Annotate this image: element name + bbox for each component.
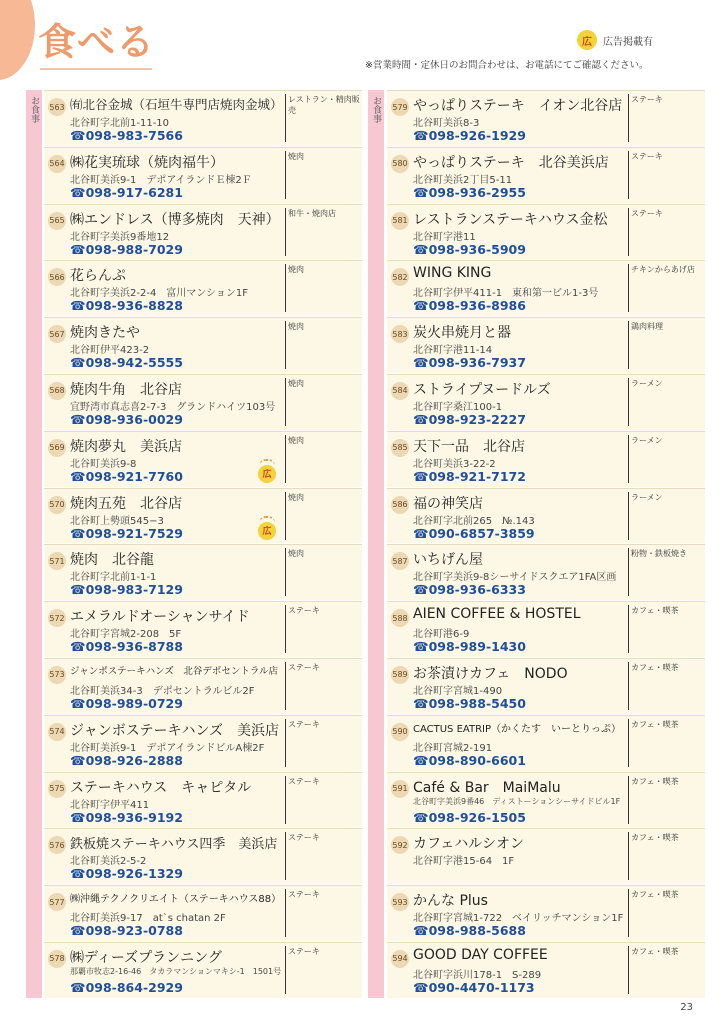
- listing-entry: [44, 828, 362, 885]
- entry-address: 北谷町字伊平411-1 東和第一ビル1-3号: [413, 288, 599, 300]
- entry-number: 579: [391, 98, 409, 116]
- entry-category: カフェ・喫茶: [631, 719, 679, 729]
- listing-entry: [387, 488, 705, 545]
- listing-column-right: [387, 90, 705, 999]
- entry-address: 北谷町美浜9-1 デポアイランドＥ棟2Ｆ: [70, 174, 252, 186]
- entry-phone[interactable]: ☎098-936-8788: [70, 639, 183, 655]
- listing-entry: [44, 715, 362, 772]
- entry-name: Café & Bar MaiMalu: [413, 779, 561, 796]
- entry-divider: [285, 946, 286, 994]
- entry-category: ステーキ: [288, 719, 320, 729]
- corner-decoration: [0, 0, 35, 80]
- entry-divider: [285, 208, 286, 256]
- entry-divider: [628, 435, 629, 483]
- entry-divider: [285, 492, 286, 540]
- entry-address: 北谷町字港15-64 1F: [413, 856, 515, 868]
- entry-category: ステーキ: [631, 95, 663, 104]
- entry-number: 589: [391, 666, 409, 684]
- entry-name: 花らんぷ: [70, 268, 126, 285]
- entry-address: 北谷町美浜3-22-2: [413, 458, 496, 470]
- entry-phone[interactable]: ☎098-988-5450: [413, 695, 526, 711]
- entry-name: AIEN COFFEE & HOSTEL: [413, 606, 581, 623]
- business-hours-notice: ※営業時間・定休日のお問合わせは、お電話にてご確認ください。: [365, 60, 649, 71]
- entry-divider: [285, 719, 286, 767]
- entry-name: 焼肉夢丸 美浜店: [70, 438, 182, 455]
- entry-number: 569: [48, 439, 66, 457]
- entry-divider: [628, 946, 629, 994]
- entry-address: 北谷町美浜2丁目5-11: [413, 174, 513, 186]
- entry-divider: [285, 605, 286, 653]
- entry-phone[interactable]: ☎098-988-5688: [413, 923, 526, 939]
- entry-name: レストランステーキハウス金松: [413, 211, 608, 228]
- entry-name: やっぱりステーキ 北谷美浜店: [413, 154, 609, 171]
- entry-category: ステーキ: [288, 776, 320, 786]
- entry-name: やっぱりステーキ イオン北谷店: [413, 98, 623, 114]
- entry-number: 584: [391, 382, 409, 400]
- entry-address: 北谷町字美浜9番地12: [70, 231, 170, 243]
- entry-phone[interactable]: ☎098-936-5909: [413, 241, 526, 257]
- entry-category: チキンからあげ店: [631, 265, 695, 275]
- entry-number: 594: [391, 950, 409, 968]
- entry-divider: [628, 208, 629, 256]
- page-number: 23: [680, 1002, 693, 1013]
- entry-number: 581: [391, 212, 409, 230]
- entry-phone[interactable]: ☎098-926-1505: [413, 809, 526, 825]
- entry-category: レストラン・精肉販売: [288, 95, 360, 115]
- entry-name: ㈱沖縄テクノクリエイト（ステーキハウス88）: [70, 894, 282, 906]
- entry-number: 572: [48, 609, 66, 627]
- entry-category: ステーキ: [631, 208, 663, 218]
- entry-number: 580: [391, 155, 409, 173]
- entry-address: 北谷町字伊平411: [70, 799, 150, 811]
- category-label-right: お食事: [371, 96, 381, 123]
- entry-phone[interactable]: ☎098-926-2888: [70, 752, 183, 768]
- entry-name: ステーキハウス キャピタル: [70, 779, 252, 796]
- entry-name: 焼肉 北谷龍: [70, 552, 154, 569]
- entry-name: ㈲北谷金城（石垣牛専門店焼肉金城）: [70, 97, 283, 112]
- entry-phone[interactable]: ☎098-936-2955: [413, 184, 526, 200]
- entry-number: 586: [391, 496, 409, 514]
- category-strip-left: [26, 90, 42, 998]
- listing-entry: [387, 90, 705, 147]
- entry-divider: [628, 605, 629, 653]
- entry-address: 北谷町字浜川178-1 S-289: [413, 969, 542, 981]
- entry-category: 焼肉: [288, 549, 304, 559]
- entry-number: 570: [48, 496, 66, 514]
- entry-name: WING KING: [413, 265, 492, 282]
- entry-number: 568: [48, 382, 66, 400]
- entry-address: 北谷町上勢頭545−3: [70, 515, 164, 527]
- listing-entry: [387, 317, 705, 374]
- entry-category: ラーメン: [631, 435, 663, 445]
- entry-number: 582: [391, 268, 409, 286]
- entry-address: 北谷町宮城2-191: [413, 742, 493, 754]
- entry-number: 578: [48, 950, 66, 968]
- ad-legend-label: 広告掲載有: [603, 36, 653, 48]
- entry-address: 北谷町字北前265 №.143: [413, 515, 535, 527]
- entry-name: ㈱エンドレス（博多焼肉 天神）: [70, 211, 280, 228]
- entry-name: いちげん屋: [413, 552, 483, 569]
- entry-name: 焼肉五苑 北谷店: [70, 495, 182, 512]
- entry-category: 焼肉: [288, 265, 304, 275]
- entry-name: 鉄板焼ステーキハウス四季 美浜店: [70, 837, 278, 853]
- ad-legend: [577, 30, 653, 50]
- entry-divider: [285, 832, 286, 880]
- listing-entry: [44, 885, 362, 942]
- entry-phone[interactable]: ☎098-936-8828: [70, 298, 183, 314]
- entry-category: 焼肉: [288, 435, 304, 445]
- entry-divider: [628, 94, 629, 142]
- entry-name: かんな Plus: [413, 893, 488, 910]
- entry-divider: [285, 151, 286, 199]
- page-title: 食べる: [38, 20, 156, 64]
- entry-divider: [628, 548, 629, 596]
- entry-category: ステーキ: [288, 890, 320, 900]
- entry-category: 粉物・鉄板焼き: [631, 549, 687, 559]
- entry-divider: [285, 264, 286, 312]
- entry-address: 北谷町字宮城2-208 5F: [70, 629, 182, 641]
- listing-entry: [44, 431, 362, 488]
- entry-phone[interactable]: ☎098-921-7529: [70, 525, 183, 541]
- listing-column-left: [44, 90, 362, 999]
- listing-entry: [387, 772, 705, 829]
- entry-phone[interactable]: ☎098-917-6281: [70, 184, 183, 200]
- entry-phone[interactable]: ☎090-4470-1173: [413, 979, 535, 995]
- entry-category: カフェ・喫茶: [631, 776, 679, 786]
- ad-badge-icon: 広: [258, 465, 276, 483]
- entry-name: 炭火串焼月と器: [413, 325, 511, 342]
- entry-phone[interactable]: ☎098-983-7129: [70, 582, 183, 598]
- entry-name: GOOD DAY COFFEE: [413, 946, 548, 963]
- entry-phone[interactable]: ☎098-864-2929: [70, 979, 183, 995]
- entry-divider: [628, 776, 629, 824]
- listing-entry: [387, 942, 705, 999]
- entry-number: 567: [48, 325, 66, 343]
- entry-name: お茶漬けカフェ NODO: [413, 665, 568, 682]
- entry-name: ジャンボステーキハンズ 北谷デポセントラル店: [70, 665, 279, 677]
- entry-name: エメラルドオーシャンサイド: [70, 609, 250, 626]
- entry-number: 571: [48, 552, 66, 570]
- entry-category: ラーメン: [631, 378, 663, 388]
- entry-phone[interactable]: ☎090-6857-3859: [413, 525, 535, 541]
- entry-number: 574: [48, 723, 66, 741]
- entry-address: 北谷町字宮城1-490: [413, 685, 503, 697]
- entry-name: 福の神笑店: [413, 495, 483, 512]
- entry-category: カフェ・喫茶: [631, 946, 679, 956]
- entry-number: 577: [48, 893, 66, 911]
- entry-category: ステーキ: [631, 151, 663, 161]
- entry-name: CACTUS EATRIP（かくたす いーとりっぷ）: [413, 723, 622, 735]
- entry-number: 563: [48, 98, 66, 116]
- listing-entry: [44, 374, 362, 431]
- entry-address: 北谷町伊平423-2: [70, 345, 150, 357]
- entry-divider: [628, 378, 629, 426]
- entry-phone[interactable]: ☎098-921-7172: [413, 468, 526, 484]
- entry-address: 北谷町美浜9-1 デポアイランドビルA棟2F: [70, 742, 265, 754]
- listing-entry: [387, 374, 705, 431]
- listing-entry: [387, 204, 705, 261]
- entry-address: 北谷町字桑江100-1: [413, 401, 503, 413]
- entry-name: ストライプヌードルズ: [413, 381, 551, 398]
- entry-category: ステーキ: [288, 946, 320, 956]
- entry-phone[interactable]: ☎098-923-2227: [413, 411, 526, 427]
- entry-phone[interactable]: ☎098-989-1430: [413, 639, 526, 655]
- entry-address: 北谷町字美浜2-2-4 富川マンション1F: [70, 288, 248, 300]
- listing-entry: [387, 544, 705, 601]
- entry-number: 564: [48, 155, 66, 173]
- entry-phone[interactable]: ☎098-936-8986: [413, 298, 526, 314]
- entry-divider: [628, 151, 629, 199]
- listing-entry: [44, 90, 362, 147]
- entry-address: 北谷町美浜9-8: [70, 458, 137, 470]
- entry-category: カフェ・喫茶: [631, 833, 679, 843]
- listing-entry: [44, 601, 362, 658]
- entry-number: 587: [391, 552, 409, 570]
- entry-phone[interactable]: ☎098-921-7760: [70, 468, 183, 484]
- entry-address: 北谷町字北前1-11-10: [70, 118, 170, 129]
- entry-category: ステーキ: [288, 833, 320, 843]
- entry-number: 585: [391, 439, 409, 457]
- entry-category: 和牛・焼肉店: [288, 208, 336, 218]
- entry-category: ラーメン: [631, 492, 663, 502]
- entry-phone[interactable]: ☎098-942-5555: [70, 355, 183, 371]
- listing-entry: [387, 658, 705, 715]
- entry-address: 北谷町美浜34-3 デポセントラルビル2F: [70, 685, 255, 697]
- entry-number: 575: [48, 780, 66, 798]
- listing-entry: [387, 715, 705, 772]
- entry-divider: [285, 378, 286, 426]
- entry-divider: [628, 889, 629, 937]
- listing-entry: [44, 147, 362, 204]
- listing-entry: [387, 885, 705, 942]
- entry-address: 北谷町字宮城1-722 ベイリッチマンション1F: [413, 913, 624, 925]
- listing-entry: [387, 601, 705, 658]
- entry-address: 北谷町字美浜9-8シーサイドスクエア1FA区画: [413, 572, 617, 584]
- entry-category: 焼肉: [288, 322, 304, 332]
- entry-divider: [628, 264, 629, 312]
- entry-address: 那覇市牧志2-16-46 タカラマンションマキシ-1 1501号: [70, 966, 282, 976]
- entry-name: ㈱花実琉球（焼肉福牛）: [70, 154, 224, 171]
- entry-number: 590: [391, 723, 409, 741]
- entry-category: カフェ・喫茶: [631, 890, 679, 900]
- entry-address: 北谷町美浜2-5-2: [70, 856, 147, 868]
- listing-entry: [44, 317, 362, 374]
- entry-name: 天下一品 北谷店: [413, 438, 525, 455]
- entry-phone[interactable]: ☎098-936-7937: [413, 355, 526, 371]
- listing-entry: [44, 204, 362, 261]
- entry-number: 592: [391, 836, 409, 854]
- entry-divider: [285, 435, 286, 483]
- entry-name: 焼肉きたや: [70, 325, 140, 342]
- entry-address: 北谷町港6-9: [413, 629, 470, 641]
- entry-number: 588: [391, 609, 409, 627]
- entry-address: 北谷町字港11: [413, 231, 476, 243]
- entry-divider: [628, 719, 629, 767]
- entry-address: 宜野湾市真志喜2-7-3 グランドハイツ103号: [70, 401, 276, 413]
- listing-entry: [387, 147, 705, 204]
- entry-number: 583: [391, 325, 409, 343]
- entry-address: 北谷町字北前1-1-1: [70, 572, 157, 584]
- listing-entry: [44, 942, 362, 999]
- entry-divider: [285, 94, 286, 142]
- entry-divider: [628, 321, 629, 369]
- entry-divider: [285, 889, 286, 937]
- entry-category: カフェ・喫茶: [631, 662, 679, 672]
- entry-divider: [628, 662, 629, 710]
- entry-category: カフェ・喫茶: [631, 606, 679, 616]
- entry-divider: [628, 832, 629, 880]
- listing-entry: [387, 260, 705, 317]
- entry-name: ㈱ディーズプランニング: [70, 949, 222, 966]
- entry-number: 565: [48, 212, 66, 230]
- entry-name: ジャンボステーキハンズ 美浜店: [70, 722, 280, 739]
- entry-category: ステーキ: [288, 662, 320, 672]
- listing-entry: [44, 658, 362, 715]
- listing-entry: [44, 544, 362, 601]
- entry-category: 鶏肉料理: [631, 322, 663, 332]
- entry-number: 573: [48, 666, 66, 684]
- entry-phone[interactable]: ☎098-936-0029: [70, 411, 183, 427]
- ad-badge-icon: 広: [577, 30, 597, 50]
- entry-phone[interactable]: ☎098-936-6333: [413, 582, 526, 598]
- entry-phone[interactable]: ☎098-926-1329: [70, 866, 183, 882]
- listing-entry: [44, 260, 362, 317]
- entry-category: 焼肉: [288, 151, 304, 161]
- entry-divider: [285, 776, 286, 824]
- listing-entry: [44, 772, 362, 829]
- listing-entry: [387, 828, 705, 885]
- entry-phone[interactable]: ☎098-936-9192: [70, 809, 183, 825]
- entry-phone[interactable]: ☎098-989-0729: [70, 695, 183, 711]
- listing-entry: [44, 488, 362, 545]
- entry-address: 北谷町美浜8-3: [413, 118, 480, 129]
- entry-phone[interactable]: ☎098-923-0788: [70, 923, 183, 939]
- entry-name: カフェハルシオン: [413, 836, 524, 853]
- entry-phone[interactable]: ☎098-983-7566: [70, 128, 183, 143]
- ad-badge-icon: 広: [258, 522, 276, 540]
- entry-divider: [285, 548, 286, 596]
- entry-category: 焼肉: [288, 378, 304, 388]
- category-strip-right: [368, 90, 384, 998]
- entry-divider: [628, 492, 629, 540]
- entry-divider: [285, 662, 286, 710]
- title-underline: [40, 68, 152, 70]
- listing-entry: [387, 431, 705, 488]
- category-label-left: お食事: [29, 96, 39, 123]
- entry-phone[interactable]: ☎098-890-6601: [413, 752, 526, 768]
- entry-address: 北谷町字港11-14: [413, 345, 493, 357]
- entry-phone[interactable]: ☎098-988-7029: [70, 241, 183, 257]
- entry-number: 576: [48, 836, 66, 854]
- entry-number: 566: [48, 268, 66, 286]
- entry-category: ステーキ: [288, 606, 320, 616]
- entry-phone[interactable]: ☎098-926-1929: [413, 128, 526, 143]
- entry-number: 593: [391, 893, 409, 911]
- entry-name: 焼肉牛角 北谷店: [70, 381, 182, 398]
- entry-address: 北谷町字美浜9番46 ディストーションシーサイドビル1F: [413, 796, 621, 806]
- entry-number: 591: [391, 780, 409, 798]
- entry-category: 焼肉: [288, 492, 304, 502]
- entry-address: 北谷町美浜9-17 at`s chatan 2F: [70, 913, 226, 925]
- entry-divider: [285, 321, 286, 369]
